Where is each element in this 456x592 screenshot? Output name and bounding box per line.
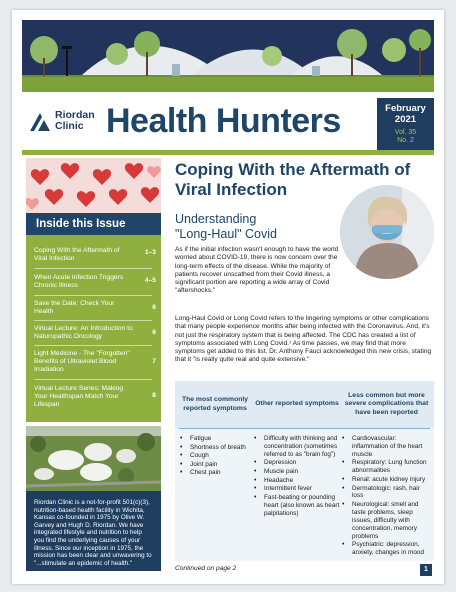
issue-number: No. 2 (397, 137, 414, 144)
article-subhead-line2: "Long-Haul" Covid (175, 227, 277, 241)
issue-month: February (385, 103, 426, 114)
toc-item-pages: 1–3 (144, 249, 156, 256)
toc-item-title: Light Medicine - The "Forgotten" Benefits of Ultraviolet Blood Irradiation (34, 350, 130, 373)
toc-divider (34, 379, 152, 380)
toc-item-pages: 6 (152, 329, 156, 336)
toc-divider (34, 345, 152, 346)
continued-on-page-link[interactable]: Continued on page 2 (175, 565, 237, 572)
common-symptoms-list (179, 435, 251, 478)
toc-item-title: Coping With the Aftermath of Viral Infection (34, 247, 120, 262)
symptoms-table-rule (179, 428, 430, 429)
newsletter-title: Health Hunters (106, 102, 341, 140)
symptom-item: • Renal: acute kidney injury (341, 476, 432, 484)
symptom-item: • Muscle pain (253, 468, 341, 476)
page-number: 1 (420, 564, 432, 576)
toc-item-pages: 4–5 (144, 277, 156, 284)
symptom-item: • Headache (253, 477, 341, 485)
issue-volume: Vol. 35 (394, 129, 417, 136)
toc-item-title: When Acute Infection Triggers Chronic Illness (34, 274, 124, 289)
column-header-common: The most commonly reported symptoms (181, 396, 249, 412)
symptom-item: • Cough (179, 452, 251, 460)
toc-item-pages: 8 (152, 392, 156, 399)
severe-complications-list (341, 435, 432, 558)
logo-name-line2: Clinic (55, 120, 84, 132)
other-symptoms-list (253, 435, 341, 518)
symptom-item: • Intermittent fever (253, 485, 341, 493)
symptom-item: • Dermatologic: rash, hair loss (341, 485, 432, 501)
toc-item-pages: 6 (152, 304, 156, 311)
article-subhead (175, 212, 325, 242)
toc-divider (34, 268, 152, 269)
newsletter-page (12, 10, 444, 584)
symptom-item: • Cardiovascular: inflammation of the heart muscle (341, 435, 432, 459)
symptom-item: • Difficulty with thinking and concentration (sometimes referred to as "brain fog") (253, 435, 341, 459)
logo-mark-icon (28, 109, 52, 133)
symptom-item: • Chest pain (179, 469, 251, 477)
long-covid-symptoms-table (175, 381, 434, 561)
toc-heading: Inside this Issue (26, 213, 161, 235)
symptom-item: • Fatigue (179, 435, 251, 443)
hearts-photo (26, 158, 161, 213)
issue-info-box (377, 98, 434, 152)
symptom-item: • Respiratory: Lung function abnormalities (341, 459, 432, 475)
column-header-other: Other reported symptoms (255, 400, 339, 408)
symptom-item: • Shortness of breath (179, 444, 251, 452)
toc-divider (34, 320, 152, 321)
article-paragraph-1: As if the initial infection wasn't enough to have the world worried about COVID-19, there is now concern over the long-term effects of the disease. While the majority of patients recover unscathed from their Covid illness, a significant portion are reporting a wide array of Covid "aftershocks." (175, 246, 339, 295)
masthead-divider (22, 150, 434, 155)
logo-name-line1: Riordan (55, 109, 95, 121)
toc-item-title: Virtual Lecture Series: Making Your Healthspan Match Your Lifespan (34, 385, 124, 408)
toc-item-title: Virtual Lecture: An Introduction to Naturopathic Oncology (34, 325, 133, 340)
symptom-item: • Joint pain (179, 461, 251, 469)
inside-this-issue (26, 213, 161, 422)
issue-year: 2021 (394, 114, 417, 125)
symptom-item: • Neurological: smell and taste problems, sleep issues, difficulty with concentration, memory problems (341, 501, 432, 541)
article-paragraph-2: Long-Haul Covid or Long Covid refers to the lingering symptoms or other complications that many people experience months after being infected with the Coronavirus. And, it's not just the respiratory system that is being affected. The CDC has created a list of symptoms associated with Long Covid.¹ As time passes, we may find that more symptoms get added to this list. Dr. Anthony Fauci acknowledged this new crisis, stating that it "is really quite real and quite extensive." (175, 315, 432, 364)
symptom-item: • Depression (253, 459, 341, 467)
column-header-severe: Less common but more severe complications that have been reported (344, 391, 429, 416)
riordan-clinic-logo (28, 103, 95, 143)
toc-item-pages: 7 (152, 358, 156, 365)
article-subhead-line1: Understanding (175, 212, 257, 226)
clinic-aerial-photo (26, 426, 161, 491)
toc-divider (34, 295, 152, 296)
article-headline: Coping With the Aftermath of Viral Infection (175, 160, 411, 199)
symptom-item: • Fast-beating or pounding heart (also known as heart palpitations) (253, 494, 341, 518)
header-banner-illustration (22, 20, 434, 92)
symptom-item: • Psychiatric: depression, anxiety, changes in mood (341, 541, 432, 557)
about-riordan-clinic: Riordan Clinic is a not-for-profit 501(c)(3), nutrition-based health facility in Wichita, Kansas co-founded in 1975 by Olive W. Garvey and Hugh D. Riordan. We have integrated lifestyle and nutrition to help you find the underlying causes of your illness. Since our inception in 1975, the mission has been clear and unwavering to "...stimulate an epidemic of health." (26, 491, 161, 571)
toc-item-title: Save the Date: Check Your Health (34, 300, 115, 315)
woman-with-mask-photo (340, 185, 434, 279)
